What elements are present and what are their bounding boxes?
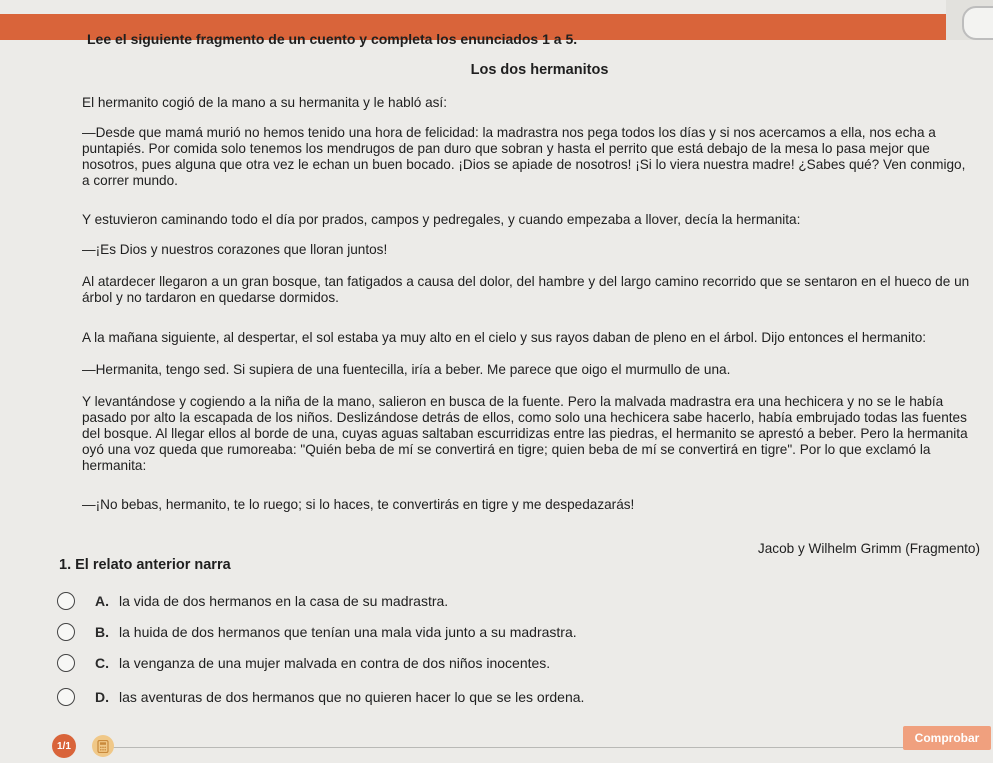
answer-option-d[interactable] [57, 686, 584, 708]
option-letter: C. [95, 655, 109, 671]
instruction-text: Lee el siguiente fragmento de un cuento y completa los enunciados 1 a 5. [87, 31, 578, 47]
option-text: las aventuras de dos hermanos que no quieren hacer lo que se les ordena. [119, 689, 585, 705]
story-author: Jacob y Wilhelm Grimm (Fragmento) [757, 541, 980, 556]
question-label: 1. El relato anterior narra [59, 557, 231, 573]
option-text: la huida de dos hermanos que tenían una mala vida junto a su madrastra. [119, 624, 577, 640]
answer-option-a[interactable] [57, 590, 448, 612]
radio-button[interactable] [57, 623, 75, 641]
story-paragraph-7: —Hermanita, tengo sed. Si supiera de una fuentecilla, iría a beber. Me parece que oigo el murmullo de una. [82, 362, 731, 377]
radio-button[interactable] [57, 592, 75, 610]
story-paragraph-1: El hermanito cogió de la mano a su hermanita y le habló así: [82, 95, 447, 110]
option-letter: B. [95, 624, 109, 640]
story-paragraph-5: Al atardecer llegaron a un gran bosque, tan fatigados a causa del dolor, del hambre y del largo camino recorrido que se sentaron en el hueco de un árbol y no tardaron en quedarse dormidos. [82, 274, 970, 305]
answer-option-c[interactable] [57, 652, 550, 674]
option-text: la venganza de una mujer malvada en contra de dos niños inocentes. [119, 655, 551, 671]
option-letter: A. [95, 593, 109, 609]
story-paragraph-4: —¡Es Dios y nuestros corazones que lloran juntos! [82, 242, 388, 257]
option-text: la vida de dos hermanos en la casa de su madrastra. [119, 593, 449, 609]
radio-button[interactable] [57, 654, 75, 672]
story-paragraph-3: Y estuvieron caminando todo el día por prados, campos y pedregales, y cuando empezaba a llover, decía la hermanita: [82, 212, 801, 227]
story-paragraph-9: —¡No bebas, hermanito, te lo ruego; si lo haces, te convertirás en tigre y me despedazarás! [82, 497, 635, 512]
answer-option-b[interactable] [57, 621, 577, 643]
story-paragraph-8: Y levantándose y cogiendo a la niña de la mano, salieron en busca de la fuente. Pero la malvada madrastra era una hechicera y no se le había pasado por alto la escapada de los niños. Deslizándose detrás de ellos, como solo una hechicera sabe hacerlo, había embrujado todas las fuentes del bosque. Al llegar ellos al borde de una, cuyas aguas saltaban escurridizas entre las piedras, el hermanito se aprestó a beber. Pero la hermanita oyó una voz queda que rumoreaba: "Quién beba de mí se convertirá en tigre; quien beba de mí se convertirá en tigre". Por lo que exclamó la hermanita: [82, 394, 968, 473]
option-letter: D. [95, 689, 109, 705]
story-paragraph-6: A la mañana siguiente, al despertar, el sol estaba ya muy alto en el cielo y sus rayos daban de pleno en el árbol. Dijo entonces el hermanito: [82, 330, 927, 345]
calculator-icon[interactable] [92, 735, 114, 757]
radio-button[interactable] [57, 688, 75, 706]
story-paragraph-2: —Desde que mamá murió no hemos tenido una hora de felicidad: la madrastra nos pega todos los días y si nos acercamos a ella, nos echa a puntapiés. Por comida solo tenemos los mendrugos de pan duro que sobran y hasta el perrito que está debajo de la mesa lo pasa mejor que nosotros, pues alguna que otra vez le echan un buen bocado. ¡Dios se apiade de nosotros! ¡Si lo viera nuestra madre! ¿Sabes qué? Ven conmigo, a correr mundo. [82, 125, 966, 188]
check-button[interactable]: Comprobar [903, 726, 991, 750]
footer-divider [110, 747, 910, 748]
story-title: Los dos hermanitos [470, 62, 609, 78]
page-indicator: 1/1 [52, 734, 76, 758]
